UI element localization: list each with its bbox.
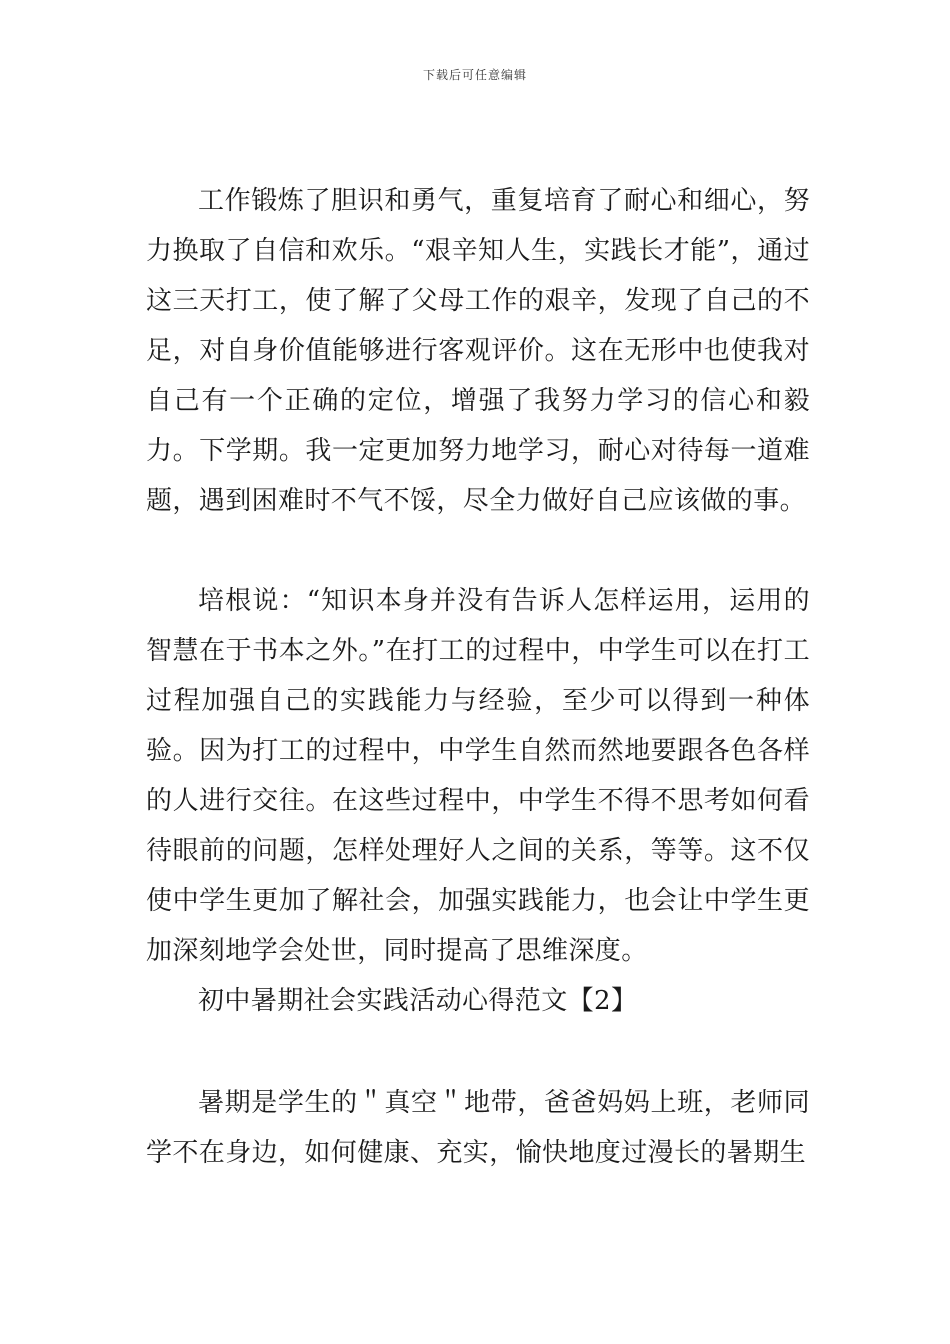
paragraph-3: 暑期是学生的＂真空＂地带，爸爸妈妈上班，老师同学不在身边，如何健康、充实，愉快地度过漫长的暑期生 — [146, 1088, 810, 1168]
header-note: 下载后可任意编辑 — [422, 68, 527, 82]
document-body — [146, 176, 810, 1178]
section-heading: 初中暑期社会实践活动心得范文【2】 — [198, 986, 638, 1016]
paragraph-1: 工作锻炼了胆识和勇气，重复培育了耐心和细心，努力换取了自信和欢乐。“艰辛知人生，实践长才能”，通过这三天打工，使了解了父母工作的艰辛，发现了自己的不足，对自身价值能够进行客观评价。这在无形中也使我对自己有一个正确的定位，增强了我努力学习的信心和毅力。下学期。我一定更加努力地学习，耐心对待每一道难题，遇到困难时不气不馁，尽全力做好自己应该做的事。 — [146, 186, 810, 516]
paragraph-2: 培根说：“知识本身并没有告诉人怎样运用，运用的智慧在于书本之外。”在打工的过程中，中学生可以在打工过程加强自己的实践能力与经验，至少可以得到一种体验。因为打工的过程中，中学生自然而然地要跟各色各样的人进行交往。在这些过程中，中学生不得不思考如何看待眼前的问题，怎样处理好人之间的关系，等等。这不仅使中学生更加了解社会，加强实践能力，也会让中学生更加深刻地学会处世，同时提高了思维深度。 — [146, 586, 810, 966]
